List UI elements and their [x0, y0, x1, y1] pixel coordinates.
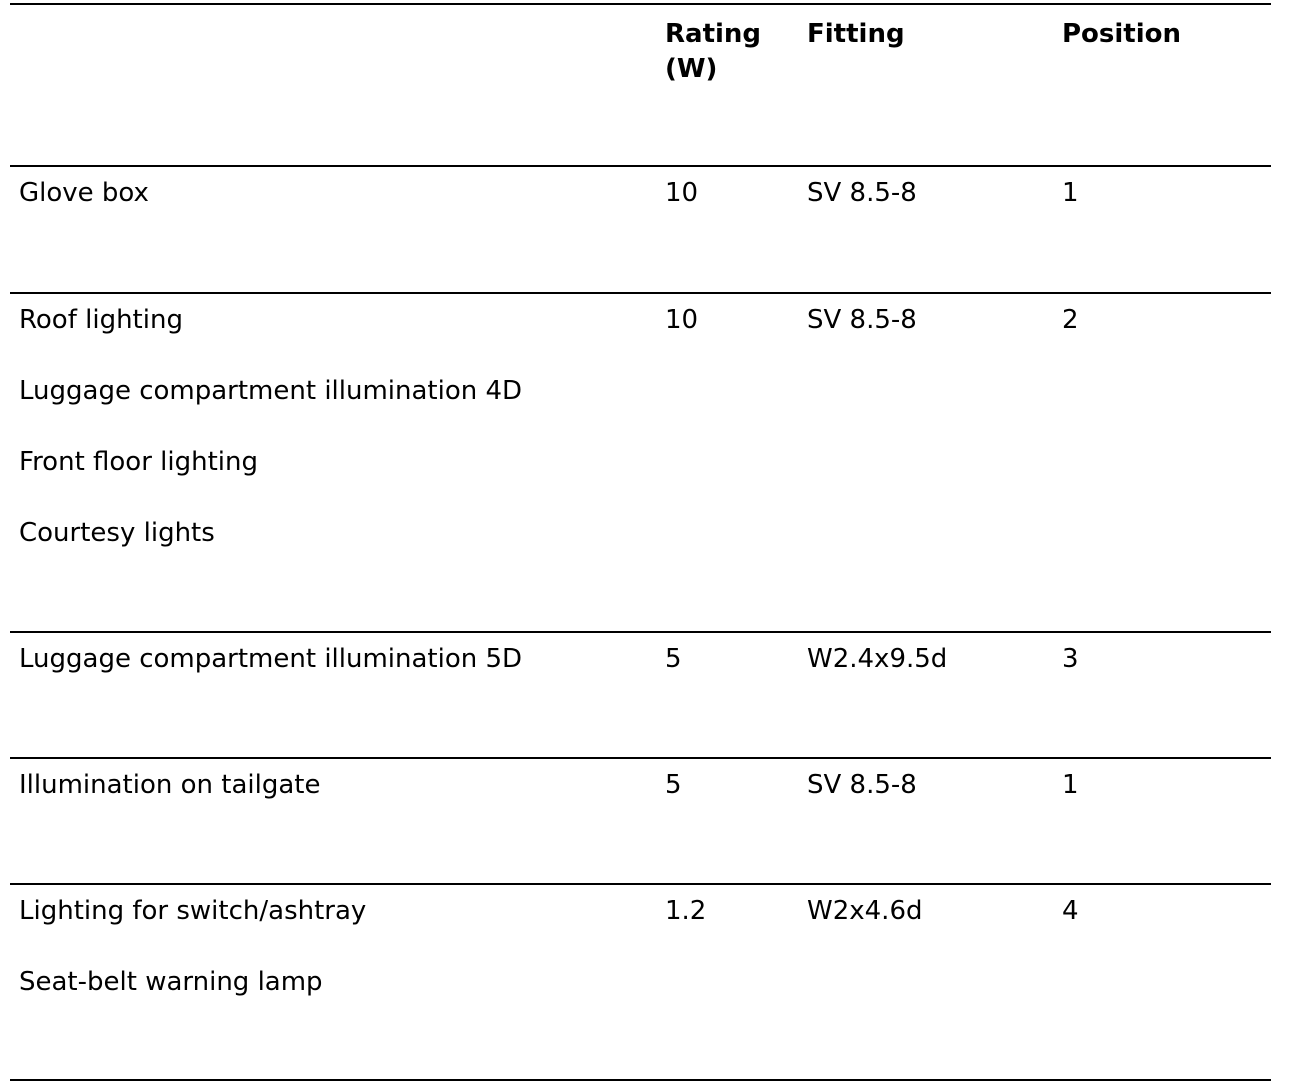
item-label: Courtesy lights	[19, 518, 215, 548]
fitting-cell: W2.4x9.5d	[807, 644, 948, 674]
item-label: Luggage compartment illumination 4D	[19, 376, 523, 406]
table-row	[10, 631, 1271, 757]
item-label: Luggage compartment illumination 5D	[19, 644, 523, 674]
row-items	[19, 768, 320, 803]
row-items	[19, 303, 522, 551]
rating-cell: 1.2	[665, 896, 707, 926]
row-items	[19, 894, 366, 1000]
item-label: Lighting for switch/ashtray	[19, 896, 367, 926]
position-cell: 2	[1062, 305, 1079, 335]
table-row	[10, 883, 1271, 1081]
bulb-table	[10, 3, 1271, 1081]
item-label: Front floor lighting	[19, 447, 259, 477]
fitting-cell: SV 8.5-8	[807, 305, 917, 335]
table-header-row	[10, 3, 1271, 165]
rating-cell: 10	[665, 178, 699, 208]
row-items	[19, 176, 149, 211]
position-cell: 3	[1062, 644, 1079, 674]
item-label: Glove box	[19, 178, 149, 208]
table-row	[10, 757, 1271, 883]
item-label: Roof lighting	[19, 305, 183, 335]
item-label: Illumination on tailgate	[19, 770, 321, 800]
fitting-cell: W2x4.6d	[807, 896, 923, 926]
position-cell: 1	[1062, 178, 1079, 208]
header-position: Position	[1062, 19, 1182, 49]
row-items	[19, 642, 522, 677]
fitting-cell: SV 8.5-8	[807, 770, 917, 800]
table-row	[10, 165, 1271, 292]
header-fitting: Fitting	[807, 19, 905, 49]
item-label: Seat-belt warning lamp	[19, 967, 323, 997]
rating-cell: 10	[665, 305, 699, 335]
table-row	[10, 292, 1271, 631]
position-cell: 1	[1062, 770, 1079, 800]
header-rating: Rating (W)	[665, 19, 762, 84]
position-cell: 4	[1062, 896, 1079, 926]
rating-cell: 5	[665, 644, 682, 674]
fitting-cell: SV 8.5-8	[807, 178, 917, 208]
rating-cell: 5	[665, 770, 682, 800]
